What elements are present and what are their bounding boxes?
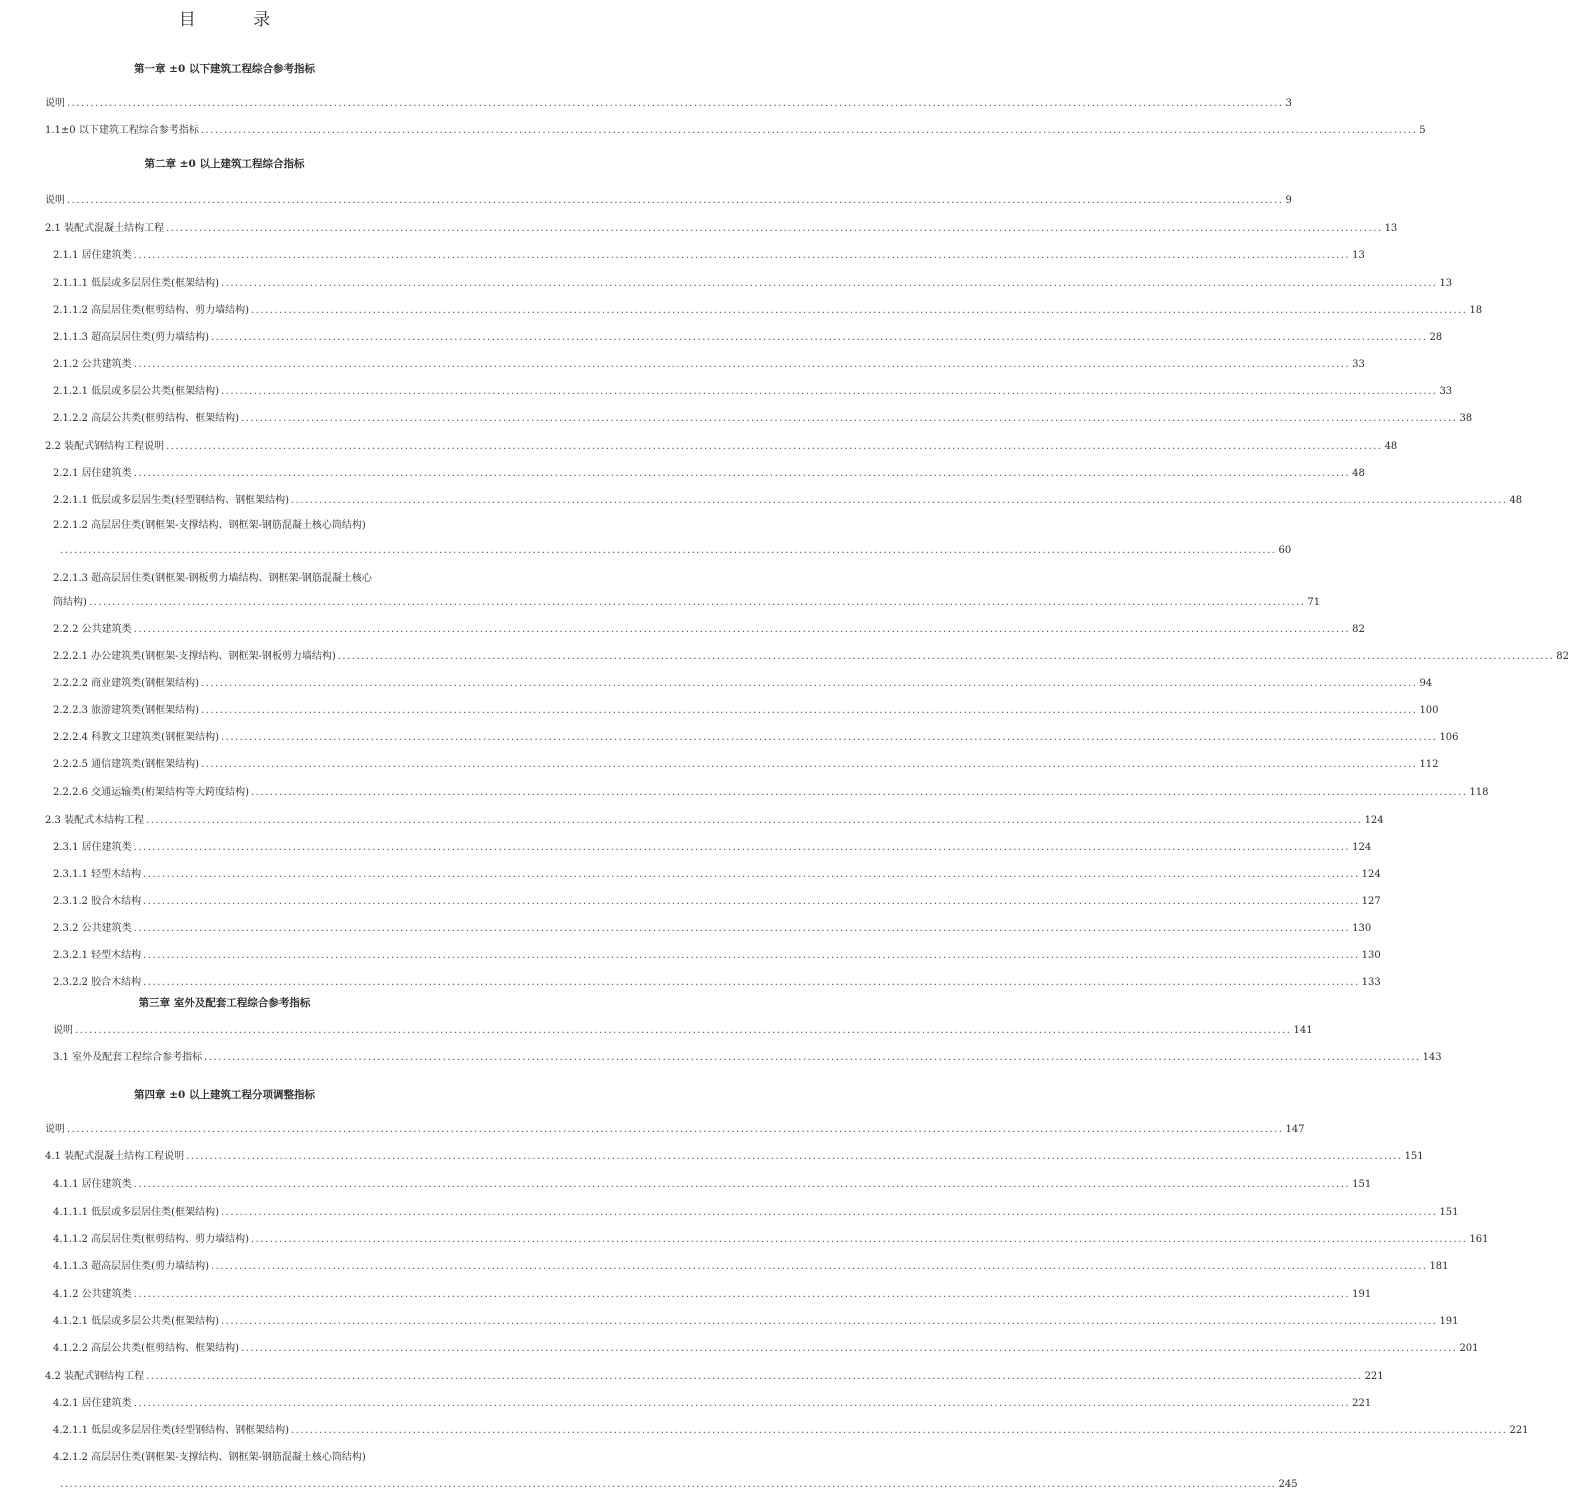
- dot-leader: ....................................................................................................................................................................................................................................................................: [166, 441, 1383, 452]
- page-number: 201: [1459, 1343, 1479, 1354]
- page-number: 3: [1285, 98, 1292, 109]
- toc-entry-label: 2.2.1.1 低层或多层居生类(轻型钢结构、钢框架结构): [53, 495, 289, 506]
- dot-leader: ....................................................................................................................................................................................................................................................................: [133, 1179, 1351, 1190]
- toc-entry: [45, 97, 1292, 111]
- toc-entry: [53, 704, 1439, 718]
- toc-entry-label: 2.2.2.5 通信建筑类(钢框架结构): [53, 759, 199, 770]
- dot-leader: ....................................................................................................................................................................................................................................................................: [133, 359, 1351, 370]
- dot-leader: ....................................................................................................................................................................................................................................................................: [133, 1398, 1351, 1409]
- toc-entry-text: 4.2.1.2 高层居住类(钢框架-支撑结构、钢框架-钢筋混凝土核心筒结构): [53, 1452, 366, 1463]
- toc-entry: [53, 1424, 1529, 1438]
- toc-entry-label: 2.2.2.6 交通运输类(桁架结构等大跨度结构): [53, 787, 249, 798]
- toc-entry: [45, 222, 1398, 236]
- toc-entry-label: 2.3.1 居住建筑类: [53, 842, 132, 853]
- page-number: 33: [1352, 359, 1365, 370]
- toc-entry: [53, 1342, 1479, 1356]
- toc-entry: [53, 596, 1321, 610]
- toc-entry: [53, 1288, 1372, 1302]
- toc-entry-label: 说明: [45, 98, 65, 109]
- toc-entry-label: 4.1.1 居住建筑类: [53, 1179, 132, 1190]
- toc-entry: [53, 1315, 1459, 1329]
- toc-entry-label: 4.1.2.2 高层公共类(框剪结构、框架结构): [53, 1343, 239, 1354]
- toc-entry: [53, 494, 1523, 508]
- page-number: 245: [1278, 1479, 1298, 1490]
- dot-leader: ....................................................................................................................................................................................................................................................................: [220, 278, 1438, 289]
- page-number: 221: [1509, 1425, 1529, 1436]
- page-number: 161: [1469, 1234, 1489, 1245]
- toc-entry-label: 4.1.1.3 超高层居住类(剪力墙结构): [53, 1261, 209, 1272]
- toc-entry-label: 4.1.2 公共建筑类: [53, 1289, 132, 1300]
- toc-entry: [53, 1233, 1489, 1247]
- dot-leader: ....................................................................................................................................................................................................................................................................: [60, 1479, 1277, 1490]
- toc-entry-label: 4.2 装配式钢结构工程: [45, 1371, 145, 1382]
- page-number: 71: [1307, 597, 1321, 608]
- dot-leader: ....................................................................................................................................................................................................................................................................: [220, 732, 1438, 743]
- chapter-heading: 第一章 ±0 以下建筑工程综合参考指标: [134, 63, 315, 75]
- dot-leader: ....................................................................................................................................................................................................................................................................: [290, 1425, 1508, 1436]
- page-number: 48: [1352, 468, 1365, 479]
- toc-entry: [53, 304, 1483, 318]
- page-number: 82: [1352, 624, 1365, 635]
- dot-leader: ....................................................................................................................................................................................................................................................................: [200, 759, 1418, 770]
- page-number: 181: [1429, 1261, 1449, 1272]
- toc-entry: [45, 1150, 1424, 1164]
- page-number: 28: [1429, 332, 1443, 343]
- dot-leader: ....................................................................................................................................................................................................................................................................: [133, 842, 1351, 853]
- toc-entry-label: 2.3.1.1 轻型木结构: [53, 869, 142, 880]
- toc-entry-label: 2.2.2.3 旅游建筑类(钢框架结构): [53, 705, 199, 716]
- page-number: 100: [1419, 705, 1439, 716]
- dot-leader: ....................................................................................................................................................................................................................................................................: [146, 815, 1363, 826]
- toc-entry: [53, 358, 1365, 372]
- toc-entry: [53, 1178, 1372, 1192]
- dot-leader: ....................................................................................................................................................................................................................................................................: [204, 1052, 1421, 1063]
- dot-leader: ....................................................................................................................................................................................................................................................................: [67, 1124, 1284, 1135]
- toc-entry-label: 2.2.2.4 科教文卫建筑类(钢框架结构): [53, 732, 219, 743]
- toc-entry-label: 2.1.1.3 超高层居住类(剪力墙结构): [53, 332, 209, 343]
- toc-entry-label: 4.2.1 居住建筑类: [53, 1398, 132, 1409]
- toc-continuation: [60, 544, 1292, 558]
- toc-entry-label: 说明: [53, 1025, 73, 1036]
- toc-entry-label: 1.1±0 以下建筑工程综合参考指标: [45, 125, 199, 136]
- toc-entry: [53, 1051, 1442, 1065]
- toc-entry-label: 2.2.2.1 办公建筑类(钢框架-支撑结构、钢框架-钢板剪力墙结构): [53, 651, 336, 662]
- dot-leader: ....................................................................................................................................................................................................................................................................: [220, 386, 1438, 397]
- page-number: 13: [1439, 278, 1453, 289]
- dot-leader: ....................................................................................................................................................................................................................................................................: [240, 413, 1458, 424]
- chapter-heading: 第四章 ±0 以上建筑工程分项调整指标: [134, 1089, 315, 1101]
- dot-leader: ....................................................................................................................................................................................................................................................................: [133, 468, 1351, 479]
- toc-entry: [45, 1123, 1305, 1137]
- toc-entry-label: 2.1.2.2 高层公共类(框剪结构、框架结构): [53, 413, 239, 424]
- dot-leader: ....................................................................................................................................................................................................................................................................: [133, 624, 1351, 635]
- toc-entry-label: 2.2.2.2 商业建筑类(钢框架结构): [53, 678, 199, 689]
- dot-leader: ....................................................................................................................................................................................................................................................................: [200, 125, 1418, 136]
- toc-entry: [53, 249, 1365, 263]
- page-number: 38: [1459, 413, 1473, 424]
- dot-leader: ....................................................................................................................................................................................................................................................................: [337, 651, 1555, 662]
- page-number: 147: [1285, 1124, 1305, 1135]
- dot-leader: ....................................................................................................................................................................................................................................................................: [75, 1025, 1292, 1036]
- toc-entry: [53, 922, 1372, 936]
- toc-entry: [53, 623, 1365, 637]
- dot-leader: ....................................................................................................................................................................................................................................................................: [133, 923, 1351, 934]
- page-title: 目 录: [178, 10, 297, 30]
- toc-entry: [53, 677, 1433, 691]
- page-number: 48: [1384, 441, 1398, 452]
- toc-entry: [53, 841, 1372, 855]
- dot-leader: ....................................................................................................................................................................................................................................................................: [200, 678, 1418, 689]
- dot-leader: ....................................................................................................................................................................................................................................................................: [220, 1207, 1438, 1218]
- toc-entry-label: 2.1.2.1 低层或多层公共类(框架结构): [53, 386, 219, 397]
- toc-entry-label: 4.1.1.2 高层居住类(框剪结构、剪力墙结构): [53, 1234, 249, 1245]
- toc-entry: [53, 976, 1381, 990]
- page-number: 60: [1278, 545, 1292, 556]
- dot-leader: ....................................................................................................................................................................................................................................................................: [210, 332, 1428, 343]
- dot-leader: ....................................................................................................................................................................................................................................................................: [67, 195, 1284, 206]
- toc-entry: [53, 731, 1459, 745]
- page-number: 9: [1285, 195, 1292, 206]
- page-number: 133: [1361, 977, 1381, 988]
- page-number: 5: [1419, 125, 1426, 136]
- toc-entry-label: 2.2.2 公共建筑类: [53, 624, 132, 635]
- toc-entry: [53, 895, 1381, 909]
- page-number: 151: [1404, 1151, 1424, 1162]
- page-number: 13: [1384, 223, 1398, 234]
- chapter-heading: 第二章 ±0 以上建筑工程综合指标: [144, 158, 305, 170]
- toc-entry-label: 2.2.1 居住建筑类: [53, 468, 132, 479]
- page-number: 130: [1352, 923, 1372, 934]
- dot-leader: ....................................................................................................................................................................................................................................................................: [133, 1289, 1351, 1300]
- page-number: 221: [1352, 1398, 1372, 1409]
- toc-entry-label: 说明: [45, 1124, 65, 1135]
- toc-entry: [53, 1024, 1313, 1038]
- toc-entry: [53, 949, 1381, 963]
- toc-entry-label: 4.1.2.1 低层或多层公共类(框架结构): [53, 1316, 219, 1327]
- toc-entry-text: 2.2.1.3 超高层居住类(钢框架-钢板剪力墙结构、钢框架-钢筋混凝土核心: [53, 573, 372, 584]
- dot-leader: ....................................................................................................................................................................................................................................................................: [210, 1261, 1428, 1272]
- page-number: 151: [1439, 1207, 1459, 1218]
- toc-continuation: [60, 1478, 1298, 1492]
- toc-entry: [53, 277, 1453, 291]
- page-number: 94: [1419, 678, 1433, 689]
- toc-entry-label: 2.3 装配式木结构工程: [45, 815, 145, 826]
- toc-entry-label: 2.3.2.1 轻型木结构: [53, 950, 142, 961]
- dot-leader: ....................................................................................................................................................................................................................................................................: [220, 1316, 1438, 1327]
- toc-entry: [53, 758, 1439, 772]
- toc-entry-label: 2.2 装配式钢结构工程说明: [45, 441, 165, 452]
- dot-leader: ....................................................................................................................................................................................................................................................................: [146, 1371, 1363, 1382]
- toc-entry: [53, 412, 1473, 426]
- toc-entry-label: 3.1 室外及配套工程综合参考指标: [53, 1052, 203, 1063]
- toc-entry-label: 4.1.1.1 低层或多层居住类(框架结构): [53, 1207, 219, 1218]
- dot-leader: ....................................................................................................................................................................................................................................................................: [88, 597, 1306, 608]
- dot-leader: ....................................................................................................................................................................................................................................................................: [200, 705, 1418, 716]
- dot-leader: ....................................................................................................................................................................................................................................................................: [143, 977, 1360, 988]
- page-number: 13: [1352, 250, 1365, 261]
- toc-entry-label: 2.3.2.2 胶合木结构: [53, 977, 142, 988]
- toc-entry-label: 2.1 装配式混凝土结构工程: [45, 223, 165, 234]
- toc-entry: [53, 868, 1381, 882]
- toc-entry-label: 4.1 装配式混凝土结构工程说明: [45, 1151, 185, 1162]
- toc-entry: [53, 467, 1365, 481]
- dot-leader: ....................................................................................................................................................................................................................................................................: [240, 1343, 1458, 1354]
- page-number: 124: [1352, 842, 1372, 853]
- chapter-heading: 第三章 室外及配套工程综合参考指标: [138, 997, 311, 1009]
- page-number: 127: [1361, 896, 1381, 907]
- toc-entry-label: 2.3.1.2 胶合木结构: [53, 896, 142, 907]
- toc-entry-label: 4.2.1.1 低层或多层居住类(轻型钢结构、钢框架结构): [53, 1425, 289, 1436]
- page-number: 191: [1439, 1316, 1459, 1327]
- dot-leader: ....................................................................................................................................................................................................................................................................: [290, 495, 1508, 506]
- dot-leader: ....................................................................................................................................................................................................................................................................: [186, 1151, 1403, 1162]
- toc-entry: [45, 124, 1426, 138]
- toc-entry-label: 2.1.1.2 高层居住类(框剪结构、剪力墙结构): [53, 305, 249, 316]
- page-number: 143: [1422, 1052, 1442, 1063]
- toc-entry: [45, 1370, 1384, 1384]
- page-number: 221: [1364, 1371, 1384, 1382]
- page-number: 112: [1419, 759, 1439, 770]
- page-number: 124: [1361, 869, 1381, 880]
- page-number: 118: [1469, 787, 1489, 798]
- toc-entry: [45, 814, 1384, 828]
- dot-leader: ....................................................................................................................................................................................................................................................................: [143, 896, 1360, 907]
- page-number: 33: [1439, 386, 1453, 397]
- page-number: 106: [1439, 732, 1459, 743]
- toc-entry-label: 说明: [45, 195, 65, 206]
- toc-entry-label: 2.1.1 居住建筑类: [53, 250, 132, 261]
- dot-leader: ....................................................................................................................................................................................................................................................................: [133, 250, 1351, 261]
- page-number: 151: [1352, 1179, 1372, 1190]
- page-number: 48: [1509, 495, 1523, 506]
- toc-entry: [53, 385, 1453, 399]
- toc-entry: [53, 1397, 1372, 1411]
- dot-leader: ....................................................................................................................................................................................................................................................................: [143, 869, 1360, 880]
- toc-entry: [53, 1206, 1459, 1220]
- toc-entry: [53, 1260, 1449, 1274]
- page-number: 130: [1361, 950, 1381, 961]
- page-number: 141: [1293, 1025, 1313, 1036]
- toc-entry-label: 2.1.2 公共建筑类: [53, 359, 132, 370]
- toc-entry: [45, 194, 1292, 208]
- toc-entry-label: 2.3.2 公共建筑类: [53, 923, 132, 934]
- toc-entry: [53, 650, 1569, 664]
- toc-entry-text: 2.2.1.2 高层居住类(钢框架-支撑结构、钢框架-钢筋混凝土核心筒结构): [53, 520, 366, 531]
- page-number: 18: [1469, 305, 1483, 316]
- dot-leader: ....................................................................................................................................................................................................................................................................: [143, 950, 1360, 961]
- toc-entry-label: 2.1.1.1 低层或多层居住类(框架结构): [53, 278, 219, 289]
- dot-leader: ....................................................................................................................................................................................................................................................................: [67, 98, 1284, 109]
- dot-leader: ....................................................................................................................................................................................................................................................................: [166, 223, 1383, 234]
- toc-entry: [53, 786, 1489, 800]
- page-number: 124: [1364, 815, 1384, 826]
- toc-entry: [45, 440, 1398, 454]
- toc-entry-label: 筒结构): [53, 597, 87, 608]
- dot-leader: ....................................................................................................................................................................................................................................................................: [250, 305, 1468, 316]
- toc-entry: [53, 331, 1443, 345]
- dot-leader: ....................................................................................................................................................................................................................................................................: [250, 1234, 1468, 1245]
- page-number: 191: [1352, 1289, 1372, 1300]
- dot-leader: ....................................................................................................................................................................................................................................................................: [250, 787, 1468, 798]
- dot-leader: ....................................................................................................................................................................................................................................................................: [60, 545, 1277, 556]
- page-number: 82: [1556, 651, 1569, 662]
